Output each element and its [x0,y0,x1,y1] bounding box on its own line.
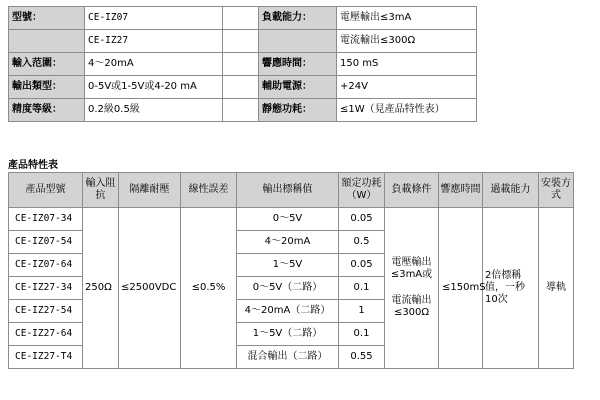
header-install: 安裝方式 [539,173,574,208]
header-overload: 過載能力 [483,173,539,208]
input-range-label: 輸入范圍： [9,53,85,76]
power-cell: 0.05 [339,254,385,277]
aux-power-value: +24V [337,76,477,99]
output-cell: 0～5V（二路） [237,277,339,300]
input-resistance-cell: 250Ω [83,208,119,369]
model-label-blank [9,30,85,53]
power-cell: 0.5 [339,231,385,254]
output-cell: 4～20mA（二路） [237,300,339,323]
spec-spacer [223,30,259,53]
input-range-value: 4～20mA [85,53,223,76]
model-label: 型號： [9,7,85,30]
aux-power-label: 輔助電源： [259,76,337,99]
table-row [9,208,574,231]
load-label: 負載能力： [259,7,337,30]
static-power-label: 靜態功耗： [259,99,337,122]
spec-row-model [9,7,477,30]
product-table [8,172,574,369]
load-label-blank [259,30,337,53]
model-value-2: CE-IZ27 [85,30,223,53]
output-type-value: 0-5V或1-5V或4-20 mA [85,76,223,99]
model-cell: CE-IZ27-54 [9,300,83,323]
power-cell: 0.1 [339,277,385,300]
section-title: 產品特性表 [8,160,58,171]
output-type-label: 輸出類型： [9,76,85,99]
output-cell: 4～20mA [237,231,339,254]
header-response: 響應時間 [439,173,483,208]
model-cell: CE-IZ07-64 [9,254,83,277]
load-condition-current: 電流輸出≤300Ω [391,295,432,318]
install-cell: 導軌 [539,208,574,369]
power-cell: 0.05 [339,208,385,231]
power-cell: 0.55 [339,346,385,369]
model-value-1: CE-IZ07 [85,7,223,30]
spec-row-accuracy [9,99,477,122]
output-cell: 混合輸出（二路） [237,346,339,369]
load-value-2: 電流輸出≤300Ω [337,30,477,53]
model-cell: CE-IZ07-54 [9,231,83,254]
response-time-value: 150 mS [337,53,477,76]
load-condition-cell [385,208,439,369]
header-isolation: 隔離耐壓 [119,173,181,208]
power-cell: 0.1 [339,323,385,346]
static-power-value: ≤1W（見產品特性表） [337,99,477,122]
output-cell: 1～5V（二路） [237,323,339,346]
spec-spacer [223,53,259,76]
header-output-nominal: 輸出標稱值 [237,173,339,208]
model-cell: CE-IZ27-T4 [9,346,83,369]
load-condition-voltage: 電壓輸出≤3mA或 [390,257,433,280]
header-rated-power: 額定功耗（W） [339,173,385,208]
header-linearity: 線性誤差 [181,173,237,208]
response-time-label: 響應時間： [259,53,337,76]
isolation-cell: ≤2500VDC [119,208,181,369]
model-cell: CE-IZ27-34 [9,277,83,300]
model-cell: CE-IZ27-64 [9,323,83,346]
spec-spacer [223,99,259,122]
linearity-cell: ≤0.5% [181,208,237,369]
output-cell: 1～5V [237,254,339,277]
output-cell: 0～5V [237,208,339,231]
spec-table [8,6,477,122]
spec-row-output [9,76,477,99]
header-load: 負載條件 [385,173,439,208]
spec-spacer [223,76,259,99]
header-input-resistance: 輸入阻抗 [83,173,119,208]
header-model: 產品型號 [9,173,83,208]
response-cell: ≤150mS [439,208,483,369]
product-table-header-row [9,173,574,208]
accuracy-value: 0.2級0.5級 [85,99,223,122]
spec-row-input [9,53,477,76]
overload-cell: 2倍標稱值，一秒10次 [483,208,539,369]
accuracy-label: 精度等級： [9,99,85,122]
load-value-1: 電壓輸出≤3mA [337,7,477,30]
spec-spacer [223,7,259,30]
power-cell: 1 [339,300,385,323]
model-cell: CE-IZ07-34 [9,208,83,231]
spec-row-model-2 [9,30,477,53]
